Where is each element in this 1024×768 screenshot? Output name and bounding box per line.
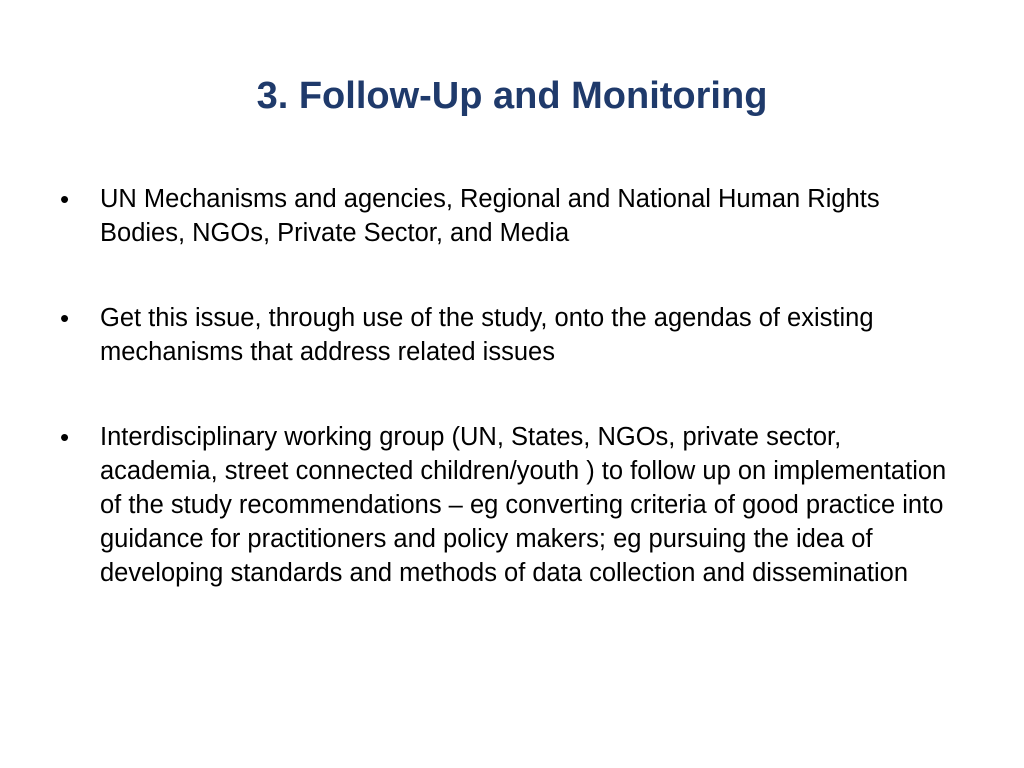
bullet-point-icon: • (60, 184, 70, 214)
bullet-point-icon: • (60, 422, 70, 452)
bullet-item (60, 182, 960, 250)
bullet-text: Get this issue, through use of the study, onto the agendas of existing mechanisms that address related issues (100, 304, 874, 366)
slide-title: 3. Follow-Up and Monitoring (256, 75, 768, 117)
bullet-text: Interdisciplinary working group (UN, States, NGOs, private sector, academia, street connected children/youth ) to follow up on implementation of the study recommendations – eg converting criteria of good practice into guidance for practitioners and policy makers; eg pursuing the idea of developing standards and methods of data collection and dissemination (100, 423, 947, 587)
bullet-list (60, 182, 960, 590)
bullet-point-icon: • (60, 303, 70, 333)
bullet-text: UN Mechanisms and agencies, Regional and National Human Rights Bodies, NGOs, Private Sector, and Media (100, 185, 880, 247)
bullet-item (60, 301, 960, 369)
bullet-item (60, 420, 960, 590)
